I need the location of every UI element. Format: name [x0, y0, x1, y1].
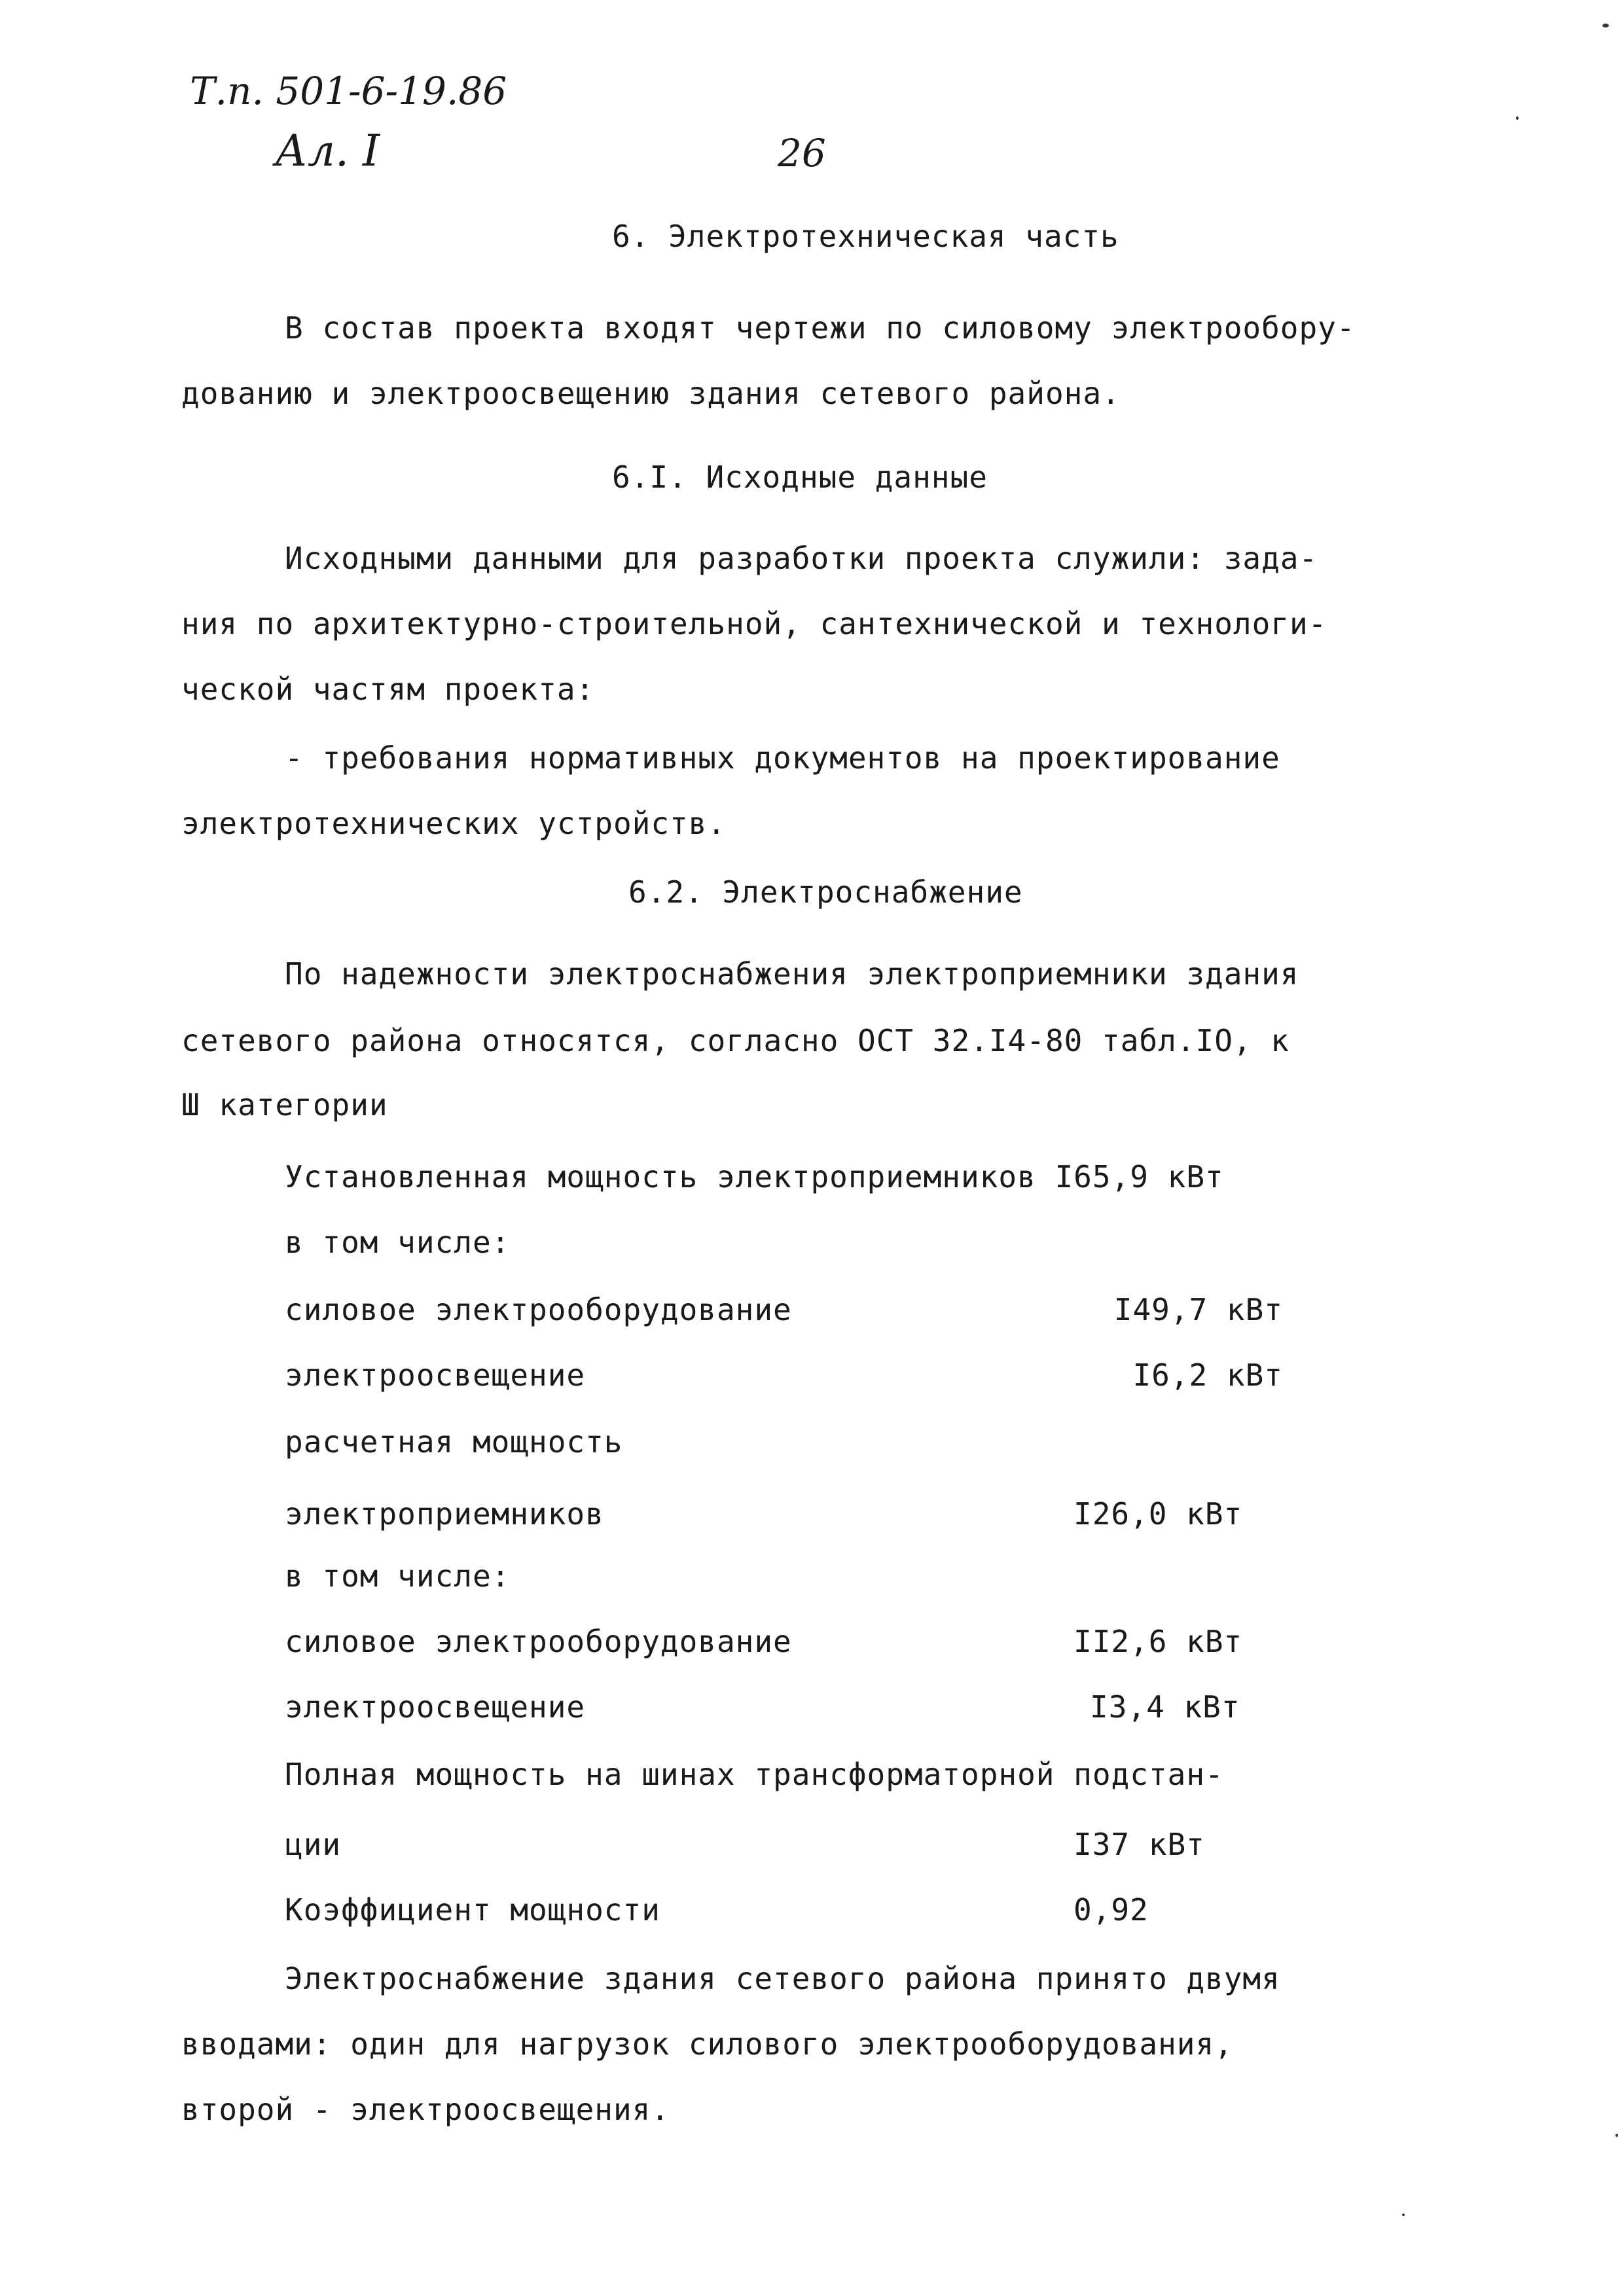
closing-line-3: второй - электроосвещения.: [181, 2092, 670, 2127]
subsection-1-title: 6.I. Исходные данные: [612, 459, 988, 495]
reliability-line-2: сетевого района относятся, согласно ОСТ 32.I4-80 табл.IO, к: [181, 1023, 1290, 1058]
including-label-2: в том числе:: [285, 1558, 511, 1594]
full-power-label-1: Полная мощность на шинах трансформаторной подстан-: [285, 1757, 1224, 1792]
scan-speck: [1516, 117, 1519, 120]
item-label: электроосвещение: [285, 1689, 586, 1725]
scan-speck: [1615, 2134, 1618, 2137]
installed-power: Установленная мощность электроприемников I65,9 кВт: [285, 1159, 1224, 1194]
source-para-line-3: ческой частям проекта:: [181, 672, 595, 707]
power-factor-label: Коэффициент мощности: [285, 1892, 660, 1928]
scan-speck: [1602, 24, 1609, 27]
section-title: 6. Электротехническая часть: [612, 219, 1119, 254]
power-factor-value: 0,92: [1074, 1892, 1149, 1928]
reliability-line-3: Ш категории: [181, 1087, 388, 1122]
item-value: II2,6 кВт: [1074, 1624, 1243, 1659]
source-para-line-1: Исходными данными для разработки проекта служили: зада-: [285, 541, 1318, 576]
full-power-value: I37 кВт: [1074, 1827, 1205, 1862]
design-power-label-2: электроприемников: [285, 1496, 604, 1532]
requirements-line-2: электротехнических устройств.: [181, 806, 727, 841]
design-power-label-1: расчетная мощность: [285, 1424, 623, 1460]
scan-speck: [1402, 2214, 1405, 2216]
item-label: силовое электрооборудование: [285, 1292, 792, 1327]
item-label: силовое электрооборудование: [285, 1624, 792, 1659]
doc-code: Т.п. 501-6-19.86: [190, 69, 507, 113]
item-value: I3,4 кВт: [1090, 1689, 1240, 1725]
intro-line-2: дованию и электроосвещению здания сетевого района.: [181, 376, 1121, 411]
source-para-line-2: ния по архитектурно-строительной, сантехнической и технологи-: [181, 606, 1327, 641]
closing-line-2: вводами: один для нагрузок силового электрооборудования,: [181, 2026, 1233, 2062]
intro-line-1: В состав проекта входят чертежи по силовому электрообору-: [285, 310, 1356, 346]
design-power-value: I26,0 кВт: [1074, 1496, 1243, 1532]
item-value: I6,2 кВт: [1132, 1357, 1283, 1393]
full-power-label-2: ции: [285, 1827, 342, 1862]
item-label: электроосвещение: [285, 1357, 586, 1393]
page-number: 26: [778, 131, 826, 175]
album-number: Ал. I: [275, 126, 380, 176]
subsection-2-title: 6.2. Электроснабжение: [628, 874, 1023, 910]
closing-line-1: Электроснабжение здания сетевого района принято двумя: [285, 1961, 1280, 1996]
requirements-line-1: - требования нормативных документов на проектирование: [285, 740, 1280, 776]
item-value: I49,7 кВт: [1113, 1292, 1283, 1327]
including-label-1: в том числе:: [285, 1225, 511, 1260]
reliability-line-1: По надежности электроснабжения электроприемники здания: [285, 956, 1299, 992]
